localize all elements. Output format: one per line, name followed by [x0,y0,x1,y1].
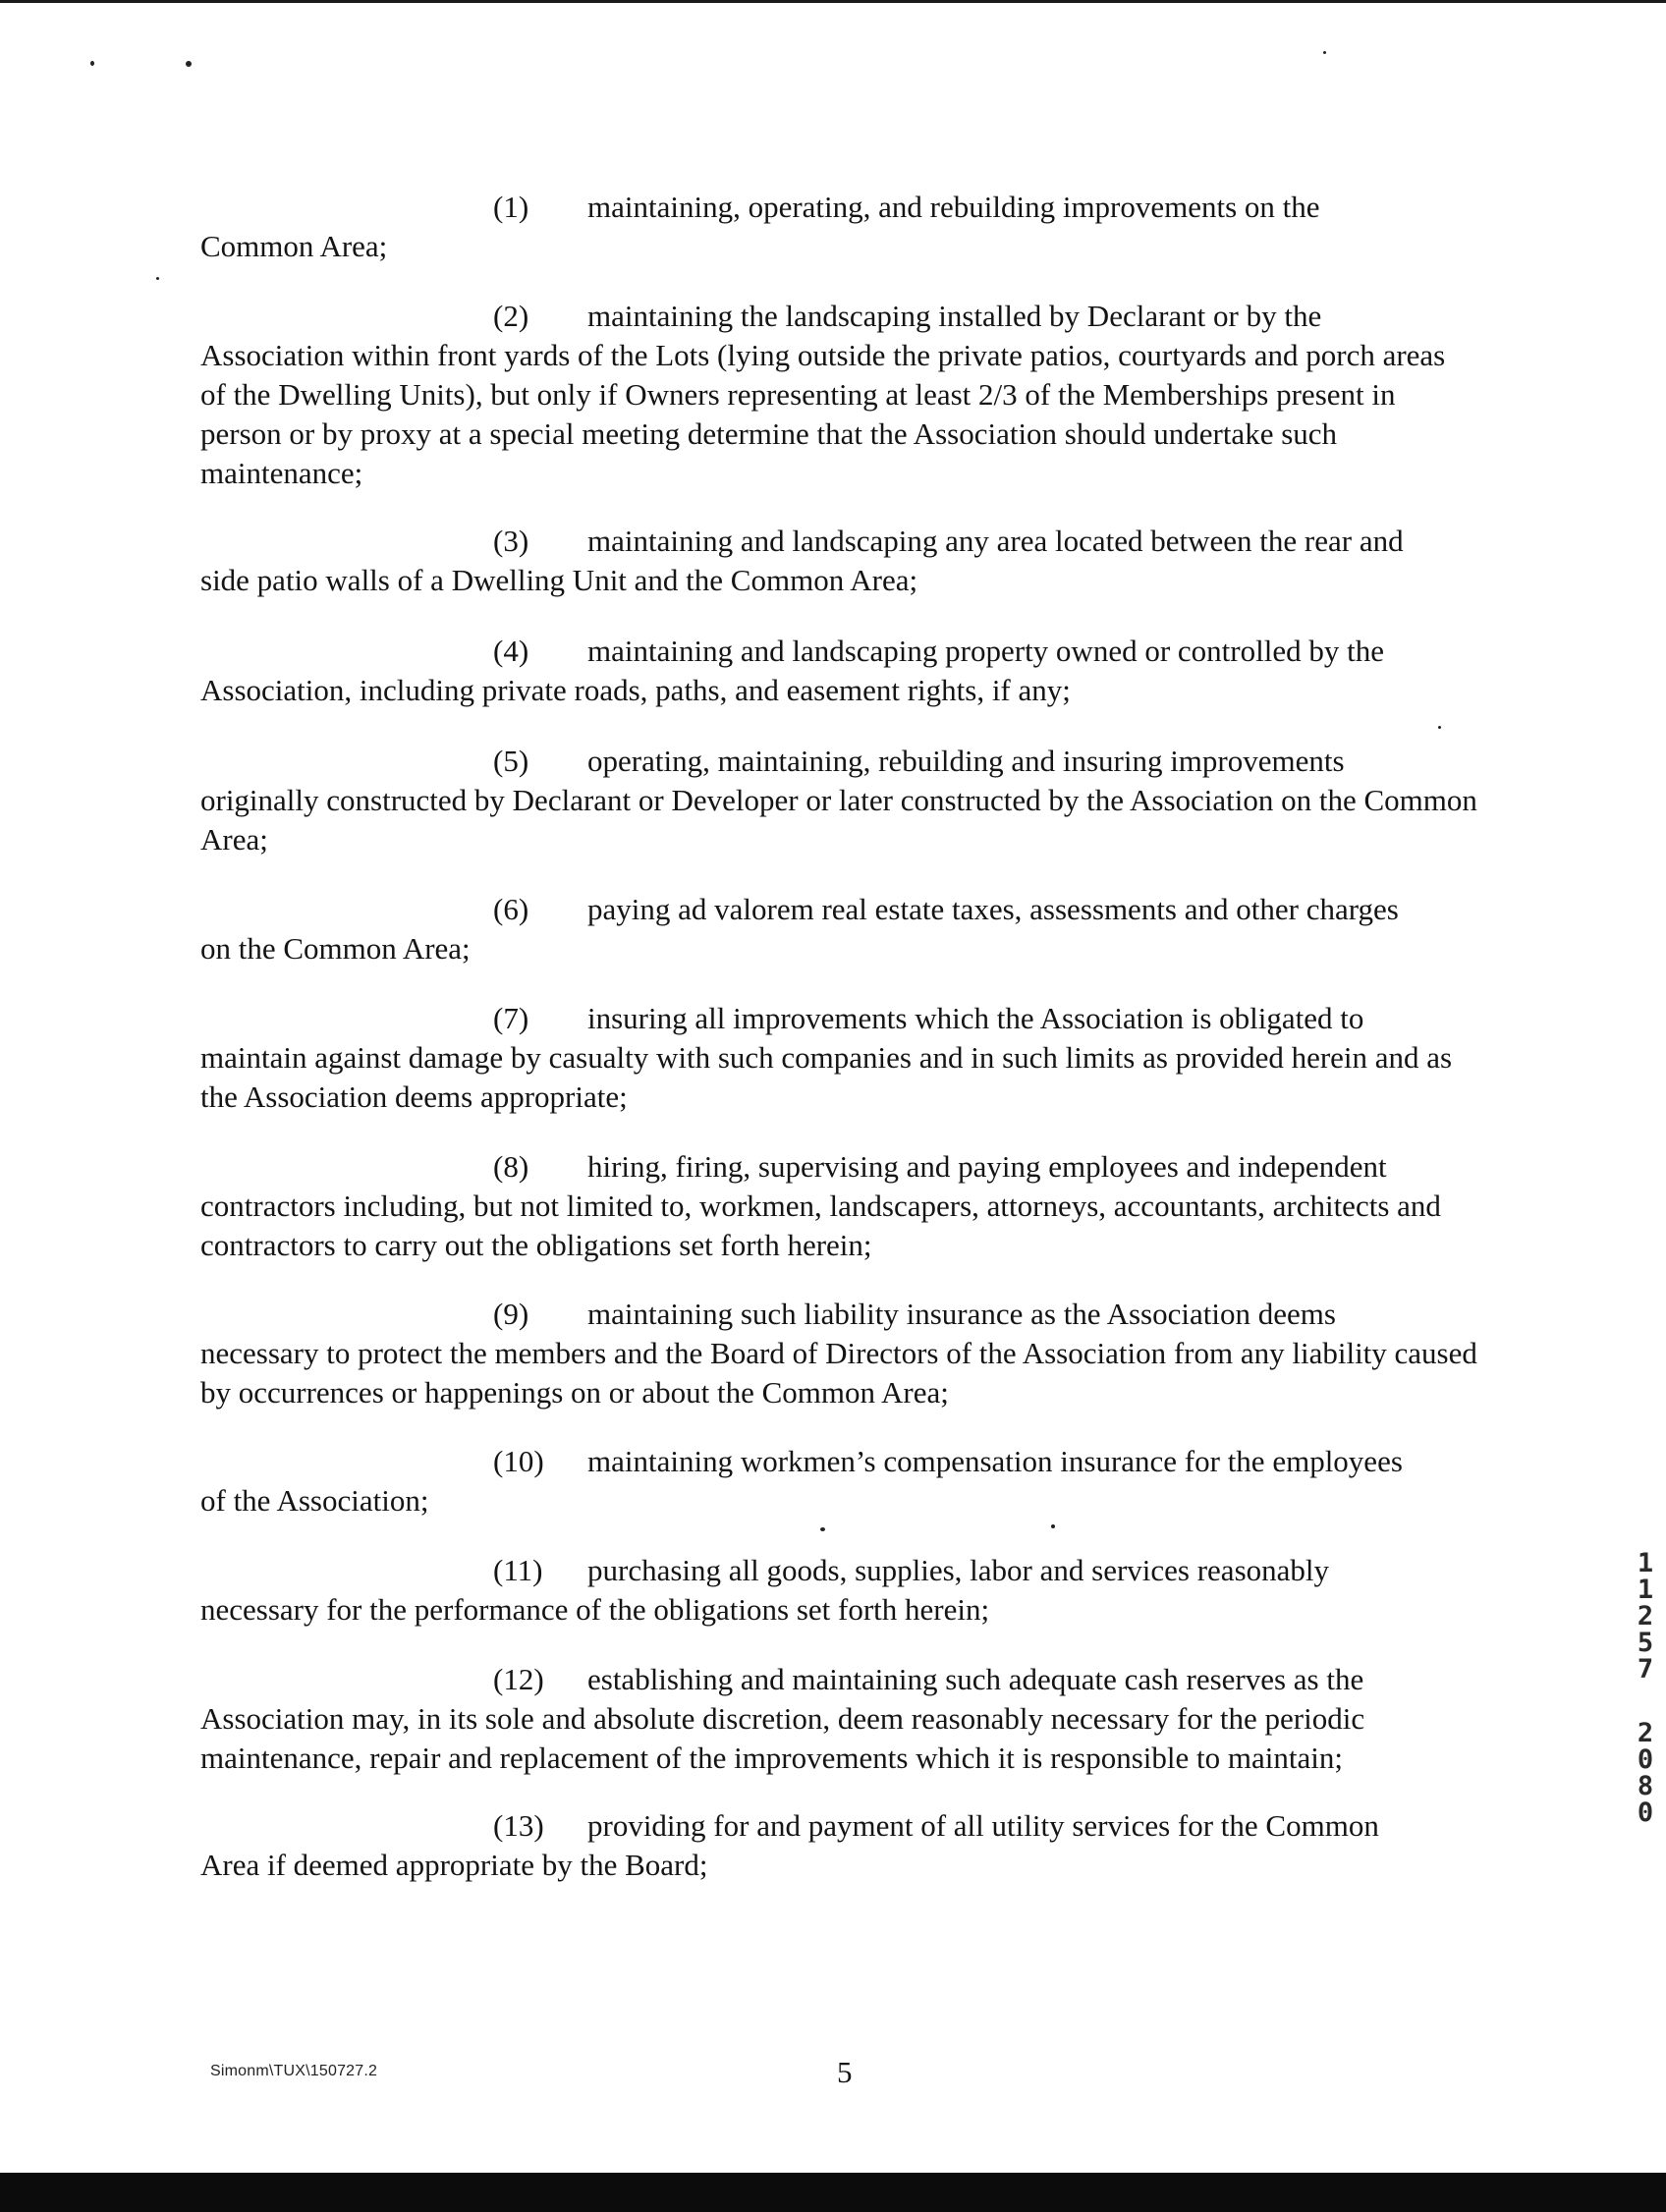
list-item [200,742,1477,859]
scan-speck [820,1527,825,1531]
item-lead-text: providing for and payment of all utility services for the Common [587,1808,1379,1843]
item-continuation-text: Association within front yards of the Lots (lying outside the private patios, courtyards and porch areas of the Dwelling Units), but only if Owners representing at least 2/3 of the Memberships present in person or by proxy at a special meeting determine that the Association should undertake such maintenance; [200,338,1446,490]
item-continuation-text: necessary for the performance of the obligations set forth herein; [200,1592,990,1627]
stamp-digit: 1 [1637,1575,1654,1605]
item-number: (9) [493,1297,529,1331]
list-item [200,1806,1477,1885]
item-number: (3) [493,524,529,558]
item-continuation-text: contractors including, but not limited to, workmen, landscapers, attorneys, accountants, architects and contractors to carry out the obligations set forth herein; [200,1189,1441,1262]
stamp-digit: 5 [1637,1628,1654,1658]
item-continuation-text: maintain against damage by casualty with such companies and in such limits as provided herein and as the Association deems appropriate; [200,1040,1453,1114]
item-continuation-text: Area if deemed appropriate by the Board; [200,1848,708,1882]
scan-speck [186,61,192,67]
list-item [200,1295,1477,1412]
list-item [200,890,1477,968]
list-item [200,522,1477,600]
list-item [200,999,1477,1117]
margin-recording-stamp [1633,1550,1658,1826]
item-number: (6) [493,892,529,926]
item-lead-text: establishing and maintaining such adequate cash reserves as the [587,1662,1364,1696]
scan-speck [1323,51,1326,54]
item-number: (12) [493,1662,544,1696]
item-number: (4) [493,634,529,668]
list-item [200,632,1477,710]
item-lead-text: maintaining such liability insurance as the Association deems [587,1297,1336,1331]
stamp-digit: 2 [1637,1601,1654,1631]
item-number: (10) [493,1444,544,1478]
item-lead-text: purchasing all goods, supplies, labor and services reasonably [587,1553,1330,1587]
item-continuation-text: Association may, in its sole and absolute discretion, deem reasonably necessary for the periodic maintenance, repair and replacement of the improvements which it is responsible to maintain; [200,1701,1365,1775]
stamp-digit: 7 [1637,1654,1654,1685]
scan-speck [156,277,159,280]
item-lead-text: paying ad valorem real estate taxes, assessments and other charges [587,892,1399,926]
item-continuation-text: Common Area; [200,229,388,263]
scan-speck [1438,726,1441,729]
item-continuation-text: originally constructed by Declarant or Developer or later constructed by the Association on the Common Area; [200,783,1477,857]
item-number: (1) [493,190,529,224]
item-lead-text: operating, maintaining, rebuilding and insuring improvements [587,744,1345,778]
document-reference: Simonm\TUX\150727.2 [210,2063,378,2079]
stamp-digit: 8 [1637,1771,1654,1801]
item-continuation-text: on the Common Area; [200,931,471,966]
item-number: (5) [493,744,529,778]
stamp-digit: 1 [1637,1548,1654,1578]
scan-speck [1051,1524,1055,1528]
item-lead-text: maintaining workmen’s compensation insurance for the employees [587,1444,1403,1478]
item-lead-text: maintaining and landscaping any area located between the rear and [587,524,1404,558]
item-continuation-text: Association, including private roads, paths, and easement rights, if any; [200,673,1071,707]
stamp-digit: 0 [1637,1797,1654,1828]
list-item [200,1660,1477,1778]
list-item [200,1551,1477,1630]
scan-top-edge [0,0,1666,3]
stamp-gap [1633,1683,1658,1720]
item-number: (11) [493,1553,543,1587]
list-item [200,1442,1477,1521]
item-lead-text: maintaining and landscaping property owned or controlled by the [587,634,1384,668]
item-continuation-text: necessary to protect the members and the Board of Directors of the Association from any liability caused by occurrences or happenings on or about the Common Area; [200,1336,1477,1410]
page-number: 5 [837,2055,853,2089]
item-continuation-text: side patio walls of a Dwelling Unit and the Common Area; [200,563,918,597]
item-continuation-text: of the Association; [200,1483,429,1518]
list-item [200,188,1477,266]
item-lead-text: maintaining, operating, and rebuilding improvements on the [587,190,1320,224]
item-lead-text: maintaining the landscaping installed by Declarant or by the [587,299,1322,333]
item-number: (7) [493,1001,529,1035]
item-number: (13) [493,1808,544,1843]
list-item [200,297,1477,493]
stamp-digit: 2 [1637,1718,1654,1748]
list-item [200,1147,1477,1265]
stamp-digit: 0 [1637,1744,1654,1775]
item-lead-text: insuring all improvements which the Association is obligated to [587,1001,1364,1035]
item-lead-text: hiring, firing, supervising and paying employees and independent [587,1149,1387,1184]
scan-speck [90,61,94,66]
item-number: (8) [493,1149,529,1184]
item-number: (2) [493,299,529,333]
scan-bottom-edge [0,2173,1666,2212]
